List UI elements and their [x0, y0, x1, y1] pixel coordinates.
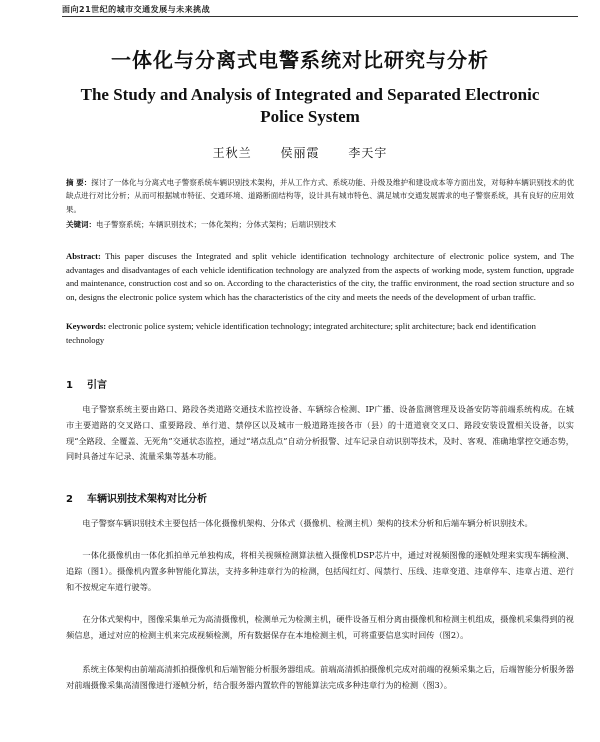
- keywords-chinese: [66, 218, 574, 231]
- section-number: 2: [66, 494, 73, 505]
- running-head: 面向21世纪的城市交通发展与未来挑战: [62, 5, 211, 14]
- section-heading: [66, 490, 207, 505]
- section-title: 车辆识别技术架构对比分析: [86, 494, 207, 505]
- paragraph: 一体化摄像机由一体化抓拍单元单独构成，将相关视频检测算法植入摄像机DSP芯片中，通过对视频图像的逐帧处理来实现车辆检测、追踪（图1）。摄像机内置多种智能化算法，支持多种违章行为的检测，包括闯红灯、闯禁行、压线、违章变道、违章停车、违章占道、逆行和不按规定车道行驶等。: [66, 550, 574, 592]
- keywords-english-label: Keywords:: [66, 321, 107, 331]
- abstract-english-label: Abstract:: [66, 251, 101, 261]
- keywords-english-text: electronic police system; vehicle identification technology; integrated architecture; split architecture; back end identification technology: [66, 321, 536, 345]
- section-title: 引言: [86, 380, 107, 391]
- title-english: The Study and Analysis of Integrated and Separated Electronic Police System: [80, 85, 540, 126]
- abstract-chinese-text: 探讨了一体化与分离式电子警察系统车辆识别技术架构，并从工作方式、系统功能、升级及维护和建设成本等方面出发，对每种车辆识别技术的优缺点进行对比分析；从而可根据城市特征、交通环境、道路断面结构等，设计具有城市特色、满足城市交通发展需求的电子警察系统，具有良好的应用效果。: [66, 178, 574, 214]
- section-heading: [66, 376, 107, 391]
- header-rule: [62, 16, 578, 17]
- author-2: 侯丽霞: [280, 146, 320, 160]
- keywords-chinese-label: 关键词：: [66, 220, 96, 229]
- abstract-english-text: This paper discuses the Integrated and split vehicle identification technology architecture of electronic police system, and The advantages and disadvantages of each vehicle identification technology are analyzed from the aspects of working mode, system function, upgrade and maintenance, construction cost and so on. According to the characteristics of the city, the traffic environment, the road section structure and so on, designs the electronic police system which has the characteristics of the city and meets the needs of the development of urban traffic.: [66, 251, 574, 302]
- paragraph: 系统主体架构由前端高清抓拍摄像机和后端智能分析服务器组成。前端高清抓拍摄像机完成对前端的视频采集之后，后端智能分析服务器对前端摄像采集高清图像进行逐帧分析，结合服务器内置软件的智能算法完成多种违章行为的检测（图3）。: [66, 664, 574, 690]
- author-1: 王秋兰: [212, 146, 252, 160]
- abstract-chinese: [66, 176, 574, 216]
- authors: [0, 144, 600, 161]
- section-number: 1: [66, 380, 73, 391]
- abstract-english: [66, 250, 574, 304]
- paragraph: 电子警察车辆识别技术主要包括一体化摄像机架构、分体式（摄像机、检测主机）架构的技术分析和后端车辆分析识别技术。: [82, 518, 533, 528]
- abstract-chinese-label: 摘 要：: [66, 178, 92, 187]
- keywords-chinese-text: 电子警察系统；车辆识别技术；一体化架构；分体式架构；后端识别技术: [96, 220, 336, 229]
- author-3: 李天宇: [348, 146, 388, 160]
- keywords-english: [66, 320, 574, 347]
- paragraph: 在分体式架构中，图像采集单元为高清摄像机，检测单元为检测主机，硬件设备互相分离由摄像机和检测主机组成，摄像机采集得到的视频信息，通过对应的检测主机来完成视频检测，所有数据保存在本地检测主机，可将重要信息实时回传（图2）。: [66, 614, 574, 640]
- paragraph: 电子警察系统主要由路口、路段各类道路交通技术监控设备、车辆综合检测、IP广播、设备监测管理及设备安防等前端系统构成。在城市主要道路的交叉路口、重要路段、单行道、禁停区以及城市一般道路连接各市（县）的十道道衰交叉口、路段安装设置相关设备，以实现“全路段、全覆盖、无死角”交通状态监控，通过“堵点乱点”自动分析报警、过车记录自动识别等技术，及时、客观、准确地掌控交通态势，同时具备过车记录、流量采集等基本功能。: [66, 404, 574, 462]
- title-chinese: 一体化与分离式电警系统对比研究与分析: [111, 48, 489, 72]
